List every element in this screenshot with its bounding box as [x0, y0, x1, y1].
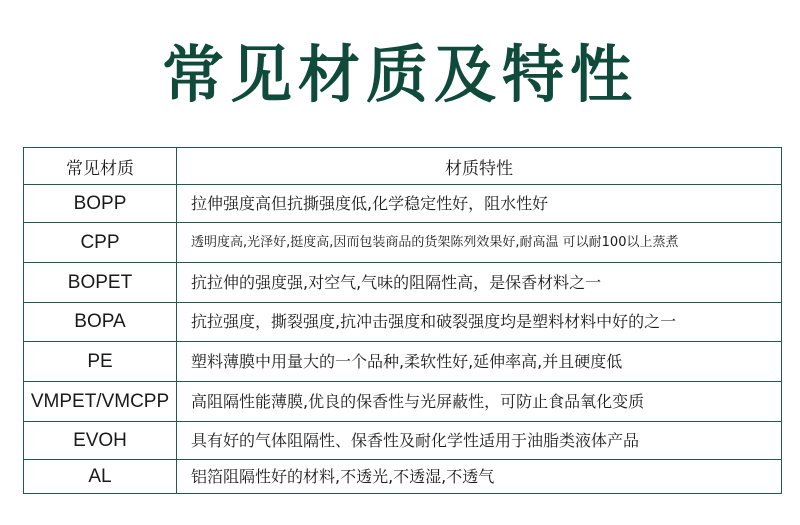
table-row — [24, 303, 782, 342]
table-header-row — [24, 148, 782, 185]
material-name: PE — [24, 342, 177, 382]
table-row — [24, 382, 782, 422]
material-name: BOPA — [24, 303, 177, 342]
material-property: 透明度高,光泽好,挺度高,因而包装商品的货架陈列效果好,耐高温 可以耐100以上蒸煮 — [177, 223, 782, 263]
table-row — [24, 422, 782, 460]
table-row — [24, 263, 782, 303]
material-property: 高阻隔性能薄膜,优良的保香性与光屏蔽性，可防止食品氧化变质 — [177, 382, 782, 422]
table-row — [24, 223, 782, 263]
material-name: CPP — [24, 223, 177, 263]
material-property: 塑料薄膜中用量大的一个品种,柔软性好,延伸率高,并且硬度低 — [177, 342, 782, 382]
header-property: 材质特性 — [177, 148, 782, 185]
table-row — [24, 342, 782, 382]
page-title: 常见材质及特性 — [161, 38, 638, 111]
material-property: 具有好的气体阻隔性、保香性及耐化学性适用于油脂类液体产品 — [177, 422, 782, 460]
material-name: VMPET/VMCPP — [24, 382, 177, 422]
material-property: 铝箔阻隔性好的材料,不透光,不透湿,不透气 — [177, 460, 782, 494]
material-name: AL — [24, 460, 177, 494]
material-name: BOPET — [24, 263, 177, 303]
header-material: 常见材质 — [24, 148, 177, 185]
material-name: EVOH — [24, 422, 177, 460]
table-row — [24, 460, 782, 494]
material-property: 拉伸强度高但抗撕强度低,化学稳定性好，阻水性好 — [177, 185, 782, 223]
material-name: BOPP — [24, 185, 177, 223]
material-property: 抗拉伸的强度强,对空气,气味的阻隔性高，是保香材料之一 — [177, 263, 782, 303]
materials-table — [23, 147, 782, 494]
material-property: 抗拉强度，撕裂强度,抗冲击强度和破裂强度均是塑料材料中好的之一 — [177, 303, 782, 342]
table-row — [24, 185, 782, 223]
